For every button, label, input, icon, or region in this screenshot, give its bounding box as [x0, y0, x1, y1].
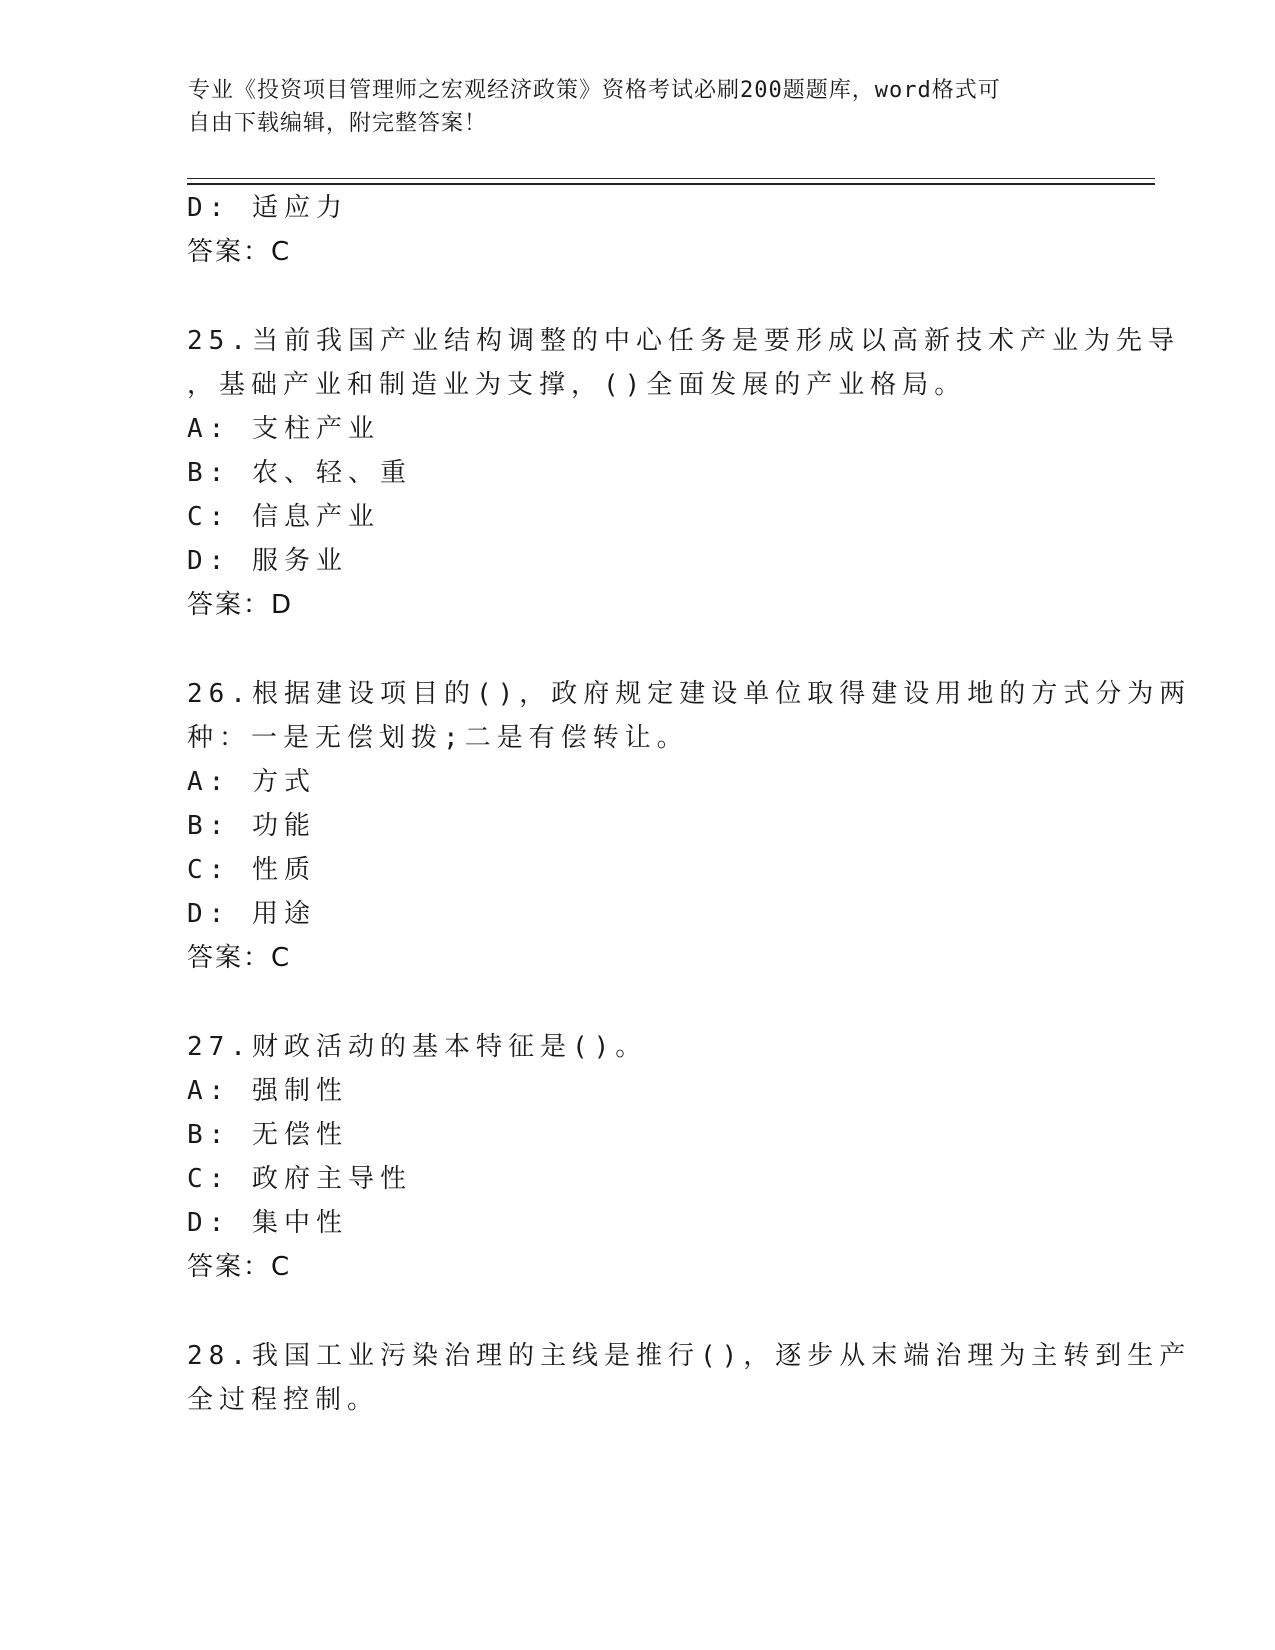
question-stem-line-1: 26.根据建设项目的()，政府规定建设单位取得建设用地的方式分为两 — [187, 679, 1192, 709]
answer: 答案：C — [187, 1252, 292, 1282]
header-divider-thick — [187, 183, 1155, 185]
title-line-1: 专业《投资项目管理师之宏观经济政策》资格考试必刷200题题库，word格式可 — [188, 78, 1001, 103]
question-stem-line-2: 种：一是无偿划拨;二是有偿转让。 — [187, 723, 689, 753]
question-stem-line-1: 25.当前我国产业结构调整的中心任务是要形成以高新技术产业为先导 — [187, 326, 1180, 356]
question-stem-line-1: 28.我国工业污染治理的主线是推行()，逐步从末端治理为主转到生产 — [187, 1341, 1192, 1371]
option-a: A: 支柱产业 — [187, 414, 380, 444]
question-stem-line-2: ，基础产业和制造业为支撑，()全面发展的产业格局。 — [187, 370, 967, 400]
option-d: D: 用途 — [187, 899, 316, 929]
option-c: C: 信息产业 — [187, 502, 380, 532]
option-c: C: 政府主导性 — [187, 1164, 412, 1194]
question-stem-line-2: 全过程控制。 — [187, 1385, 380, 1415]
document-title — [188, 74, 1068, 140]
option-d: D: 集中性 — [187, 1208, 348, 1238]
answer: 答案：C — [187, 237, 292, 267]
option-b: B: 功能 — [187, 811, 316, 841]
option-d: D: 适应力 — [187, 193, 348, 223]
option-d: D: 服务业 — [187, 546, 348, 576]
option-b: B: 无偿性 — [187, 1120, 348, 1150]
header-divider-thin — [187, 178, 1155, 179]
answer: 答案：D — [187, 590, 294, 620]
question-stem-line-1: 27.财政活动的基本特征是()。 — [187, 1032, 648, 1062]
option-a: A: 强制性 — [187, 1076, 348, 1106]
option-b: B: 农、轻、重 — [187, 458, 412, 488]
option-a: A: 方式 — [187, 767, 316, 797]
title-line-2: 自由下载编辑，附完整答案！ — [188, 111, 488, 136]
answer: 答案：C — [187, 943, 292, 973]
option-c: C: 性质 — [187, 855, 316, 885]
